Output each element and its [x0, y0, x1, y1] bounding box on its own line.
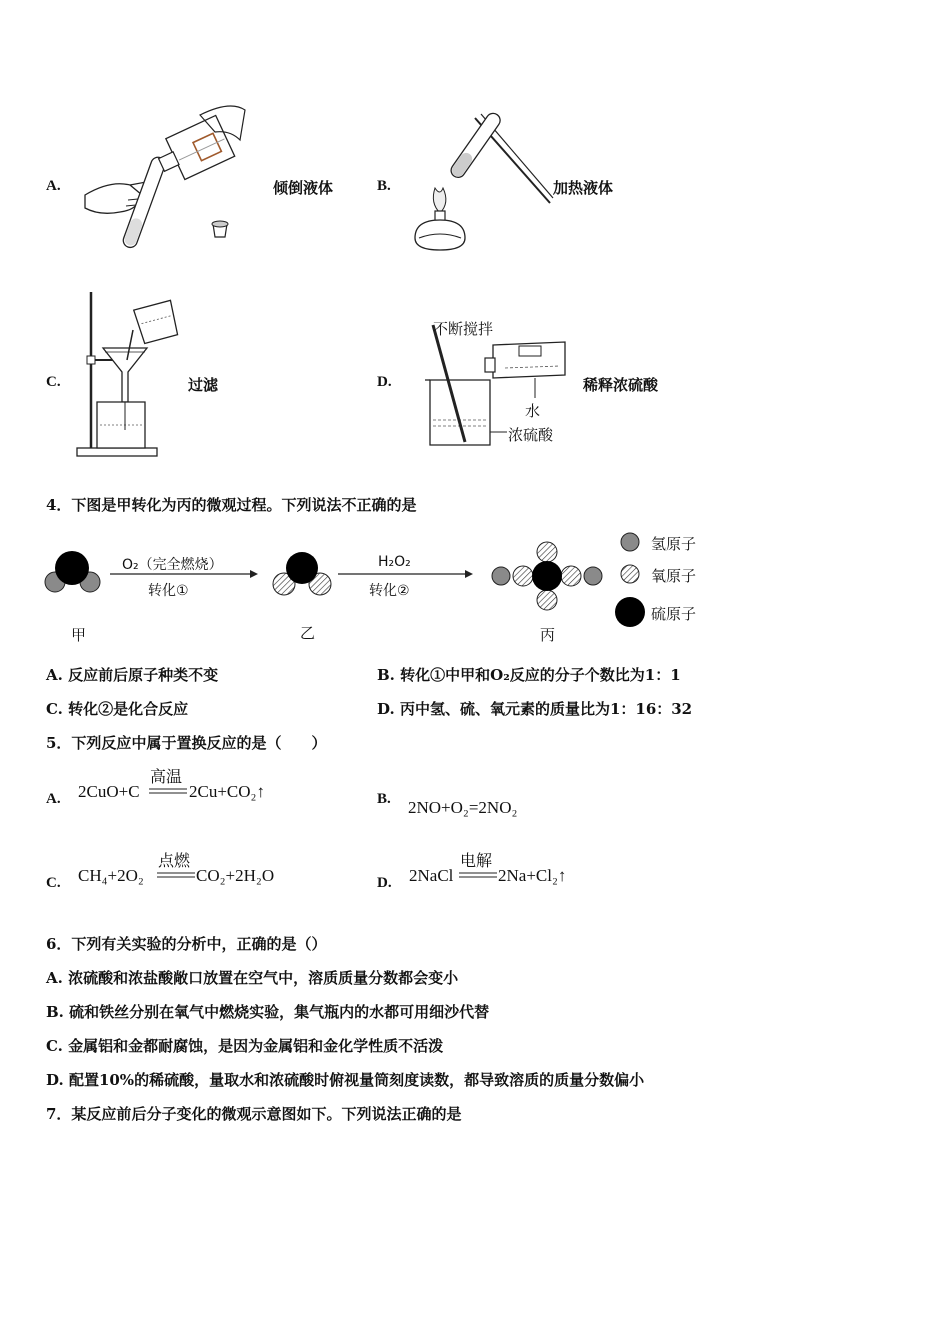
q5-d-left: 2NaCl [409, 866, 454, 885]
q7-stem: 7．某反应前后分子变化的微观示意图如下。下列说法正确的是 [46, 1105, 462, 1123]
arrow2-bottom-label: 转化② [369, 583, 410, 599]
legend-sulfur-label: 硫原子 [651, 605, 697, 623]
arrow1-top-label: O₂（完全燃烧） [122, 557, 223, 573]
bing-label: 丙 [540, 626, 556, 644]
legend-hydrogen-swatch [621, 533, 639, 551]
bing-s-atom [532, 561, 562, 591]
q5-stem: 5．下列反应中属于置换反应的是（ ） [46, 734, 327, 752]
q6-option-b: B. 硫和铁丝分别在氧气中燃烧实验，集气瓶内的水都可用细沙代替 [46, 1003, 490, 1021]
jia-label: 甲 [71, 626, 87, 644]
q6-stem: 6．下列有关实验的分析中，正确的是（） [46, 935, 327, 953]
q5-d-equals [459, 872, 497, 878]
heating-liquid-illustration [405, 108, 555, 253]
q5-option-d-letter: D. [377, 875, 392, 891]
q4-stem: 4．下图是甲转化为丙的微观过程。下列说法不正确的是 [46, 496, 417, 514]
q5-a-equals [149, 788, 187, 794]
legend-hydrogen-label: 氢原子 [651, 535, 697, 553]
q4-option-d: D. 丙中氢、硫、氧元素的质量比为1：16：32 [377, 700, 693, 718]
legend-oxygen-label: 氧原子 [651, 567, 697, 585]
q5-a-left: 2CuO+C [78, 782, 140, 801]
q5-d-condition: 电解 [460, 851, 493, 870]
stir-label: 不断搅拌 [433, 320, 494, 338]
q5-c-equals [157, 872, 195, 878]
q5-c-right: CO₂+2H₂O [196, 866, 275, 885]
q3-option-d-letter: D. [377, 374, 392, 390]
q3-option-d-label: 稀释浓硫酸 [583, 376, 659, 394]
arrow2-top-label: H₂O₂ [378, 554, 411, 570]
yi-s-atom [286, 552, 318, 584]
legend-oxygen-swatch [621, 565, 639, 583]
filtration-illustration [75, 290, 185, 460]
q4-option-a: A. 反应前后原子种类不变 [46, 666, 219, 684]
pouring-liquid-illustration [80, 100, 260, 250]
q3-option-c-letter: C. [46, 374, 61, 390]
bing-h-atom-right [584, 567, 602, 585]
q5-c-left: CH₄+2O₂ [78, 866, 144, 885]
q5-a-right: 2Cu+CO₂↑ [189, 782, 265, 801]
q6-option-d: D. 配置10%的稀硫酸，量取水和浓硫酸时俯视量筒刻度读数，都导致溶质的质量分数偏小 [46, 1071, 645, 1089]
jia-s-atom [55, 551, 89, 585]
q6-option-a: A. 浓硫酸和浓盐酸敞口放置在空气中，溶质质量分数都会变小 [46, 969, 459, 987]
q3-option-a-label: 倾倒液体 [273, 179, 334, 197]
bing-o-atom-right [561, 566, 581, 586]
q3-option-b-label: 加热液体 [553, 179, 614, 197]
q5-b-equation: 2NO+O₂=2NO₂ [408, 798, 518, 817]
acid-label: 浓硫酸 [508, 426, 554, 444]
arrow1-bottom-label: 转化① [148, 583, 189, 599]
q6-option-c: C. 金属铝和金都耐腐蚀，是因为金属铝和金化学性质不活泼 [46, 1037, 444, 1055]
q3-option-b-letter: B. [377, 178, 391, 194]
yi-label: 乙 [300, 624, 316, 642]
q4-option-b: B. 转化①中甲和O₂反应的分子个数比为1：1 [377, 666, 681, 684]
legend-sulfur-swatch [615, 597, 645, 627]
q4-option-c: C. 转化②是化合反应 [46, 700, 189, 718]
bing-o-atom-top [537, 542, 557, 562]
q3-option-c-label: 过滤 [188, 376, 219, 394]
bing-h-atom-left [492, 567, 510, 585]
q5-option-c-letter: C. [46, 875, 61, 891]
q5-option-a-letter: A. [46, 791, 61, 807]
q5-a-condition: 高温 [150, 767, 183, 786]
q5-c-condition: 点燃 [158, 851, 191, 870]
q5-d-right: 2Na+Cl₂↑ [498, 866, 567, 885]
bing-o-atom-left [513, 566, 533, 586]
q5-option-b-letter: B. [377, 791, 391, 807]
q3-option-a-letter: A. [46, 178, 61, 194]
bing-o-atom-bottom [537, 590, 557, 610]
water-label: 水 [525, 402, 541, 420]
